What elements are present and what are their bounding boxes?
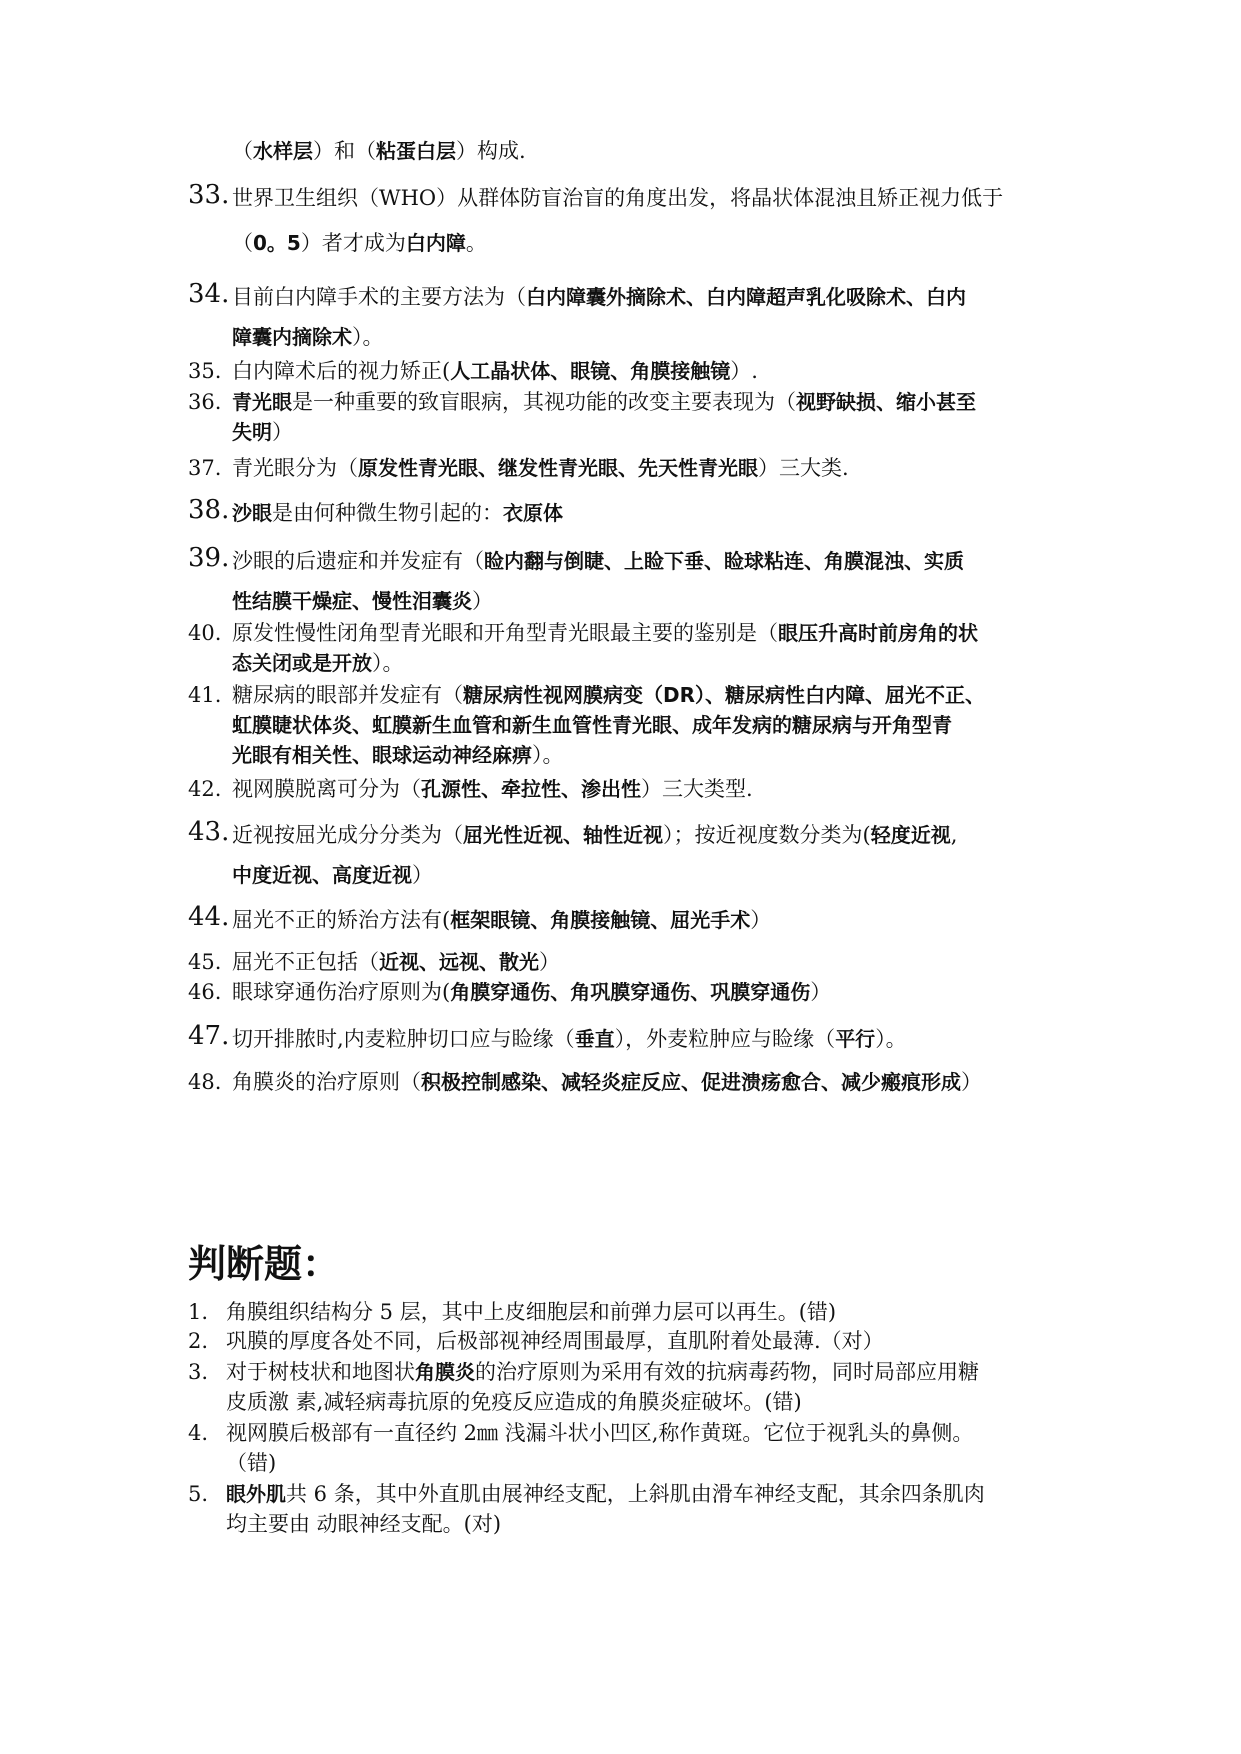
question-text: ） xyxy=(810,980,832,1004)
question-text: 角膜炎的治疗原则（ xyxy=(232,1070,421,1094)
question-text: 皮质激 素,减轻病毒抗原的免疫反应造成的角膜炎症破坏。(错) xyxy=(226,1390,802,1414)
question-text: ） xyxy=(272,420,293,444)
question-text: 的治疗原则为采用有效的抗病毒药物，同时局部应用糖 xyxy=(475,1360,979,1384)
question-text: ）. xyxy=(730,359,758,383)
question-text: 是一种重要的致盲眼病，其视功能的改变主要表现为（ xyxy=(292,390,796,414)
answer-text: 水样层 xyxy=(253,139,313,163)
judgment-line xyxy=(0,1297,1241,1327)
question-text xyxy=(232,453,849,483)
judgment-number: 1. xyxy=(188,1300,209,1324)
question-text: ）和（ xyxy=(313,139,376,163)
question-text: 原发性慢性闭角型青光眼和开角型青光眼最主要的鉴别是（ xyxy=(232,621,778,645)
question-text: ）。 xyxy=(532,743,564,767)
question-text xyxy=(232,282,966,312)
question-text xyxy=(232,947,560,977)
question-text: ）构成. xyxy=(456,139,526,163)
question-line xyxy=(0,740,1241,770)
answer-text: 垂直 xyxy=(574,1027,615,1051)
question-text xyxy=(232,356,758,386)
answer-text: 视野缺损、缩小甚至 xyxy=(796,390,976,414)
question-text xyxy=(232,498,563,528)
question-text xyxy=(232,860,433,890)
answer-text: 轻度近视 xyxy=(870,823,951,847)
question-text: ）三大类型. xyxy=(641,777,753,801)
answer-text: 光眼有相关性、眼球运动神经麻痹 xyxy=(232,743,532,767)
judgment-number: 4. xyxy=(188,1421,209,1445)
question-text: （错) xyxy=(226,1451,277,1475)
judgment-line xyxy=(0,1418,1241,1448)
question-text: 视网膜脱离可分为（ xyxy=(232,777,421,801)
question-text: ）三大类. xyxy=(758,456,849,480)
question-number: 34. xyxy=(188,279,230,309)
question-number: 46. xyxy=(188,980,222,1004)
question-text xyxy=(232,710,952,740)
answer-text: 角膜穿通伤、角巩膜穿通伤、巩膜穿通伤 xyxy=(450,980,811,1004)
question-text xyxy=(232,680,985,710)
question-text: 切开排脓时,内麦粒肿切口应与睑缘（ xyxy=(232,1027,575,1051)
question-text xyxy=(232,1024,907,1054)
answer-text: 孔源性、牵拉性、渗出性 xyxy=(421,777,641,801)
judgment-line xyxy=(0,1387,1241,1417)
question-text: ）。 xyxy=(875,1027,907,1051)
answer-text: 衣原体 xyxy=(503,501,563,525)
question-text: , xyxy=(950,823,958,847)
answer-text: 态关闭或是开放 xyxy=(232,651,372,675)
question-line xyxy=(0,322,1241,352)
question-text: ）者才成为 xyxy=(300,231,406,255)
question-line xyxy=(0,136,1241,166)
question-text: ）。 xyxy=(352,325,384,349)
question-line xyxy=(0,1067,1241,1097)
question-text: 世界卫生组织（WHO）从群体防盲治盲的角度出发，将晶状体混浊且矫正视力低于 xyxy=(232,186,1004,210)
question-text: 近视按屈光成分分类为（ xyxy=(232,823,463,847)
judgment-text xyxy=(226,1297,836,1327)
judgment-line xyxy=(0,1357,1241,1387)
answer-text: 失明 xyxy=(232,420,272,444)
question-line xyxy=(0,453,1241,483)
question-text: ） xyxy=(961,1070,982,1094)
answer-text: 平行 xyxy=(835,1027,876,1051)
judgment-number: 5. xyxy=(188,1482,209,1506)
answer-text: 眼压升高时前房角的状 xyxy=(778,621,978,645)
question-text: ），外麦粒肿应与睑缘（ xyxy=(614,1027,836,1051)
answer-text: 粘蛋白层 xyxy=(376,139,456,163)
answer-text: 人工晶状体、眼镜、角膜接触镜 xyxy=(450,359,731,383)
question-text xyxy=(232,586,493,616)
question-text: ） xyxy=(412,863,433,887)
question-text xyxy=(232,740,564,770)
question-text xyxy=(232,183,1003,213)
question-text: ） xyxy=(472,589,493,613)
answer-text: 积极控制感染、减轻炎症反应、促进溃疡愈合、减少瘢痕形成 xyxy=(421,1070,961,1094)
question-text xyxy=(232,387,976,417)
question-text xyxy=(232,1067,982,1097)
question-text xyxy=(232,977,831,1007)
judgment-text xyxy=(226,1479,985,1509)
question-number: 37. xyxy=(188,456,222,480)
answer-text: 青光眼 xyxy=(232,390,292,414)
question-number: 43. xyxy=(188,817,230,847)
question-text xyxy=(232,546,964,576)
answer-text: 性结膜干燥症、慢性泪囊炎 xyxy=(232,589,472,613)
judgment-text xyxy=(226,1357,979,1387)
question-text xyxy=(232,905,771,935)
question-text xyxy=(232,417,293,447)
answer-text: 屈光性近视、轴性近视 xyxy=(463,823,663,847)
question-number: 41. xyxy=(188,683,222,707)
question-line xyxy=(0,495,1241,528)
question-line xyxy=(0,417,1241,447)
question-text xyxy=(232,322,384,352)
question-number: 36. xyxy=(188,390,222,414)
answer-text: 睑内翻与倒睫、上睑下垂、睑球粘连、角膜混浊、实质 xyxy=(484,549,964,573)
answer-text: 眼外肌 xyxy=(226,1482,286,1506)
question-text: 是由何种微生物引起的： xyxy=(272,501,503,525)
judgment-text xyxy=(226,1448,276,1478)
question-text: 均主要由 动眼神经支配。(对) xyxy=(226,1512,502,1536)
question-text: 青光眼分为（ xyxy=(232,456,358,480)
question-text xyxy=(232,136,526,166)
section-heading: 判断题： xyxy=(188,1242,341,1286)
question-line xyxy=(0,618,1241,648)
question-number: 42. xyxy=(188,777,222,801)
question-number: 38. xyxy=(188,495,230,525)
question-line xyxy=(0,228,1241,258)
answer-text: 障囊内摘除术 xyxy=(232,325,352,349)
answer-text: 白内障 xyxy=(405,231,466,255)
question-line xyxy=(0,977,1241,1007)
question-line xyxy=(0,279,1241,312)
question-text: ） xyxy=(750,908,772,932)
question-text: 白内障术后的视力矫正( xyxy=(232,359,451,383)
question-line xyxy=(0,680,1241,710)
question-line xyxy=(0,774,1241,804)
question-line xyxy=(0,356,1241,386)
judgment-text xyxy=(226,1418,973,1448)
judgment-text xyxy=(226,1326,884,1356)
answer-text: 0。5 xyxy=(253,231,301,255)
question-text: 眼球穿通伤治疗原则为( xyxy=(232,980,451,1004)
question-text: 屈光不正的矫治方法有( xyxy=(232,908,451,932)
answer-text: 框架眼镜、角膜接触镜、屈光手术 xyxy=(450,908,751,932)
judgment-text xyxy=(226,1509,501,1539)
question-line xyxy=(0,648,1241,678)
judgment-line xyxy=(0,1448,1241,1478)
question-text: 角膜组织结构分 5 层，其中上皮细胞层和前弹力层可以再生。(错) xyxy=(226,1300,837,1324)
question-text: （ xyxy=(232,139,253,163)
question-number: 45. xyxy=(188,950,222,974)
judgment-line xyxy=(0,1326,1241,1356)
question-text: 共 6 条，其中外直肌由展神经支配，上斜肌由滑车神经支配，其余四条肌肉 xyxy=(286,1482,985,1506)
question-line xyxy=(0,710,1241,740)
question-text xyxy=(232,820,957,850)
question-line xyxy=(0,586,1241,616)
question-line xyxy=(0,817,1241,850)
question-text xyxy=(232,774,753,804)
judgment-line xyxy=(0,1479,1241,1509)
question-text: 对于树枝状和地图状 xyxy=(226,1360,415,1384)
judgment-number: 3. xyxy=(188,1360,209,1384)
question-text xyxy=(232,618,978,648)
answer-text: 白内障囊外摘除术、白内障超声乳化吸除术、白内 xyxy=(526,285,966,309)
judgment-line xyxy=(0,1509,1241,1539)
answer-text: 沙眼 xyxy=(232,501,272,525)
question-text: ） xyxy=(539,950,560,974)
question-line xyxy=(0,387,1241,417)
question-line xyxy=(0,1021,1241,1054)
answer-text: 中度近视、高度近视 xyxy=(232,863,412,887)
answer-text: 糖尿病性视网膜病变（DR）、糖尿病性白内障、屈光不正、 xyxy=(463,683,986,707)
question-number: 44. xyxy=(188,902,230,932)
question-text: ）；按近视度数分类为( xyxy=(663,823,871,847)
question-number: 47. xyxy=(188,1021,230,1051)
judgment-text xyxy=(226,1387,802,1417)
question-text: 屈光不正包括（ xyxy=(232,950,379,974)
question-text: 糖尿病的眼部并发症有（ xyxy=(232,683,463,707)
question-text: 。 xyxy=(465,231,487,255)
question-text xyxy=(232,228,487,258)
question-number: 33. xyxy=(188,180,230,210)
question-line xyxy=(0,860,1241,890)
answer-text: 近视、远视、散光 xyxy=(379,950,539,974)
question-line xyxy=(0,180,1241,213)
judgment-number: 2. xyxy=(188,1329,209,1353)
answer-text: 原发性青光眼、继发性青光眼、先天性青光眼 xyxy=(358,456,758,480)
question-text: 巩膜的厚度各处不同，后极部视神经周围最厚，直肌附着处最薄.（对） xyxy=(226,1329,884,1353)
question-line xyxy=(0,543,1241,576)
question-text: ）。 xyxy=(372,651,404,675)
question-number: 48. xyxy=(188,1070,222,1094)
question-number: 39. xyxy=(188,543,230,573)
question-text xyxy=(232,648,404,678)
question-text: （ xyxy=(232,231,253,255)
question-number: 40. xyxy=(188,621,222,645)
question-line xyxy=(0,947,1241,977)
answer-text: 虹膜睫状体炎、虹膜新生血管和新生血管性青光眼、成年发病的糖尿病与开角型青 xyxy=(232,713,952,737)
question-text: 视网膜后极部有一直径约 2㎜ 浅漏斗状小凹区,称作黄斑。它位于视乳头的鼻侧。 xyxy=(226,1421,974,1445)
question-number: 35. xyxy=(188,359,222,383)
question-line xyxy=(0,902,1241,935)
answer-text: 角膜炎 xyxy=(415,1360,475,1384)
question-text: 沙眼的后遗症和并发症有（ xyxy=(232,549,484,573)
question-text: 目前白内障手术的主要方法为（ xyxy=(232,285,526,309)
